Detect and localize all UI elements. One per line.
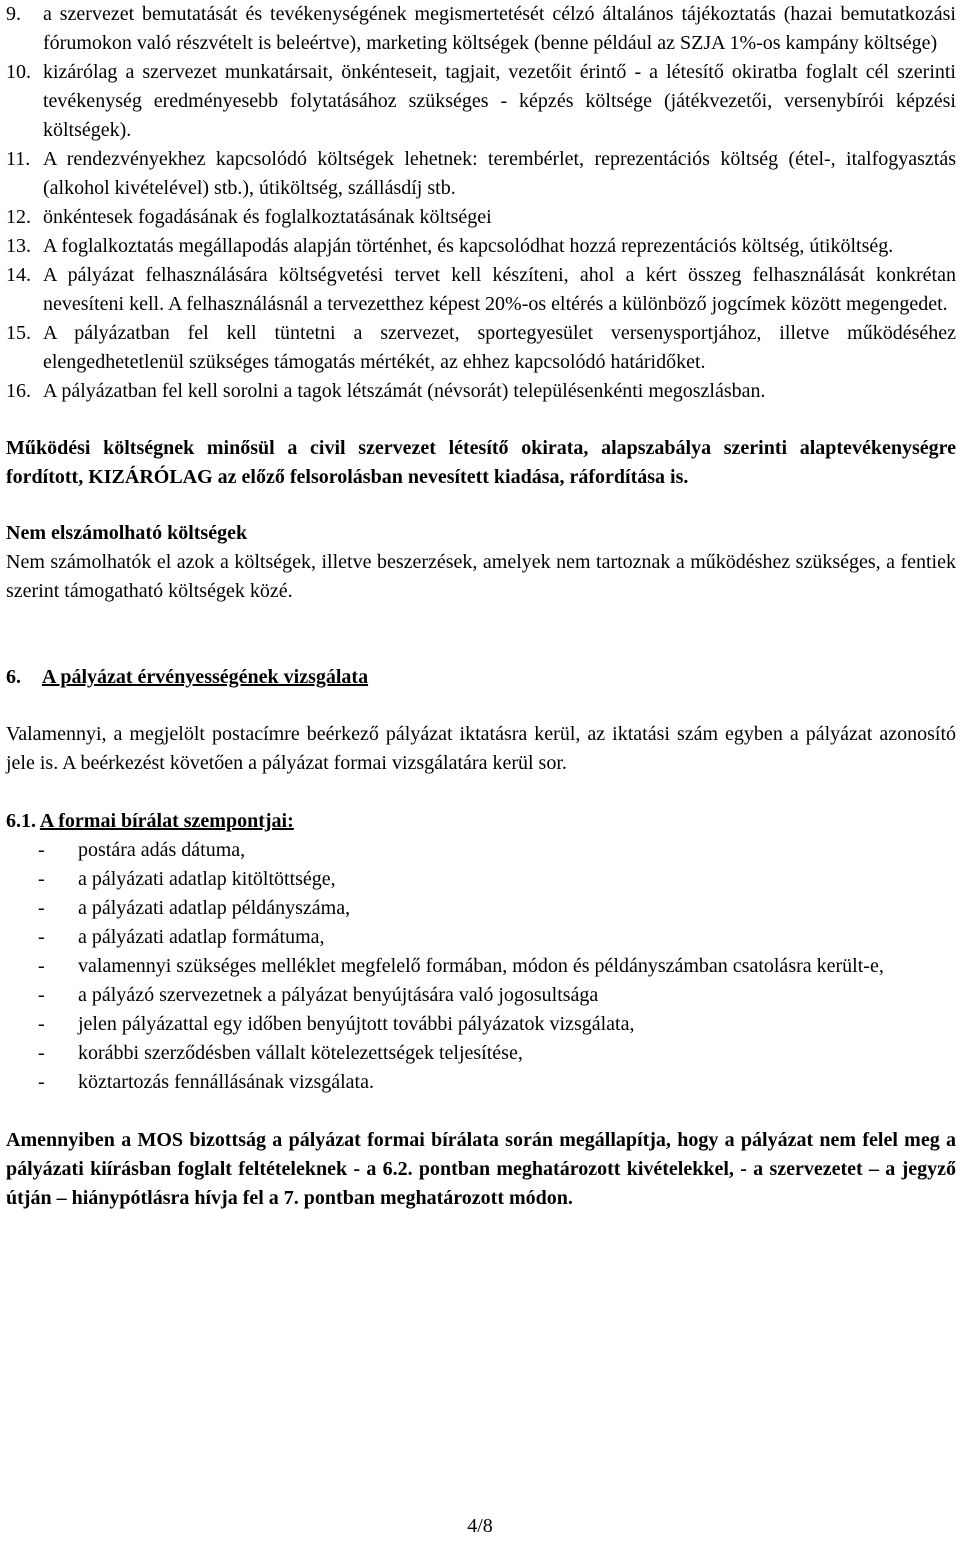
list-item: [6, 145, 956, 203]
page-number: 4/8: [467, 1515, 493, 1537]
list-item-text: A rendezvényekhez kapcsolódó költségek lehetnek: terembérlet, reprezentációs költség (étel-, italfogyasztás (alkohol kivételével) stb.), útiköltség, szállásdíj stb.: [43, 148, 956, 199]
list-item: [6, 319, 956, 377]
list-item-text: a pályázó szervezetnek a pályázat benyújtására való jogosultsága: [78, 984, 599, 1006]
nonaccountable-text: Nem számolhatók el azok a költségek, illetve beszerzések, amelyek nem tartoznak a működéshez szükséges, a fentiek szerint támogatható költségek közé.: [6, 551, 956, 602]
list-item-number: 12.: [6, 206, 31, 228]
list-item-text: A pályázatban fel kell sorolni a tagok létszámát (névsorát) településenkénti megoszlásban.: [43, 380, 766, 402]
list-item: [6, 232, 956, 261]
list-item-number: 15.: [6, 322, 31, 344]
list-item-text: önkéntesek fogadásának és foglalkoztatásának költségei: [43, 206, 492, 228]
dash-bullet: -: [38, 1042, 45, 1064]
section-6-1-title: A formai bírálat szempontjai:: [39, 810, 294, 832]
list-item: [6, 1010, 956, 1039]
list-item-text: a szervezet bemutatását és tevékenységének megismertetését célzó általános tájékoztatás (hazai bemutatkozási fórumokon való részvételt is beleértve), marketing költségek (benne például az SZJA 1%-os kampány költsége): [43, 3, 956, 54]
dash-bullet: -: [38, 1013, 45, 1035]
list-item: [6, 923, 956, 952]
nonaccountable-heading: Nem elszámolható költségek: [6, 522, 248, 544]
list-item: [6, 1068, 956, 1097]
list-item-number: 14.: [6, 264, 31, 286]
list-item-text: A pályázatban fel kell tüntetni a szervezet, sportegyesület versenysportjához, illetve működéséhez elengedhetetlenül szükséges támogatás mértékét, az ehhez kapcsolódó határidőket.: [43, 322, 956, 373]
dash-bullet: -: [38, 955, 45, 977]
list-item-number: 13.: [6, 235, 31, 257]
list-item-text: A pályázat felhasználására költségvetési tervet kell készíteni, ahol a kért összeg felhasználását konkrétan nevesíteni kell. A felhasználásnál a tervezetthez képest 20%-os eltérés a különböző jogcímek között megengedet.: [43, 264, 956, 315]
list-item: [6, 836, 956, 865]
list-item: [6, 377, 956, 406]
list-item-text: jelen pályázattal egy időben benyújtott további pályázatok vizsgálata,: [78, 1013, 635, 1035]
operating-cost-paragraph: Működési költségnek minősül a civil szervezet létesítő okirata, alapszabálya szerinti alaptevékenységre fordított, KIZÁRÓLAG az előző felsorolásban nevesített kiadása, ráfordítása is.: [6, 437, 956, 488]
dash-bullet: -: [38, 839, 45, 861]
list-item: [6, 981, 956, 1010]
list-item-number: 9.: [6, 3, 21, 25]
list-item: [6, 952, 956, 981]
formal-criteria-list: [6, 836, 956, 1097]
list-item-text: a pályázati adatlap formátuma,: [78, 926, 325, 948]
dash-bullet: -: [38, 897, 45, 919]
section-6-title: A pályázat érvényességének vizsgálata: [42, 666, 369, 688]
list-item: [6, 58, 956, 145]
list-item: [6, 0, 956, 58]
section-6-number: 6.: [6, 666, 21, 688]
list-item-text: postára adás dátuma,: [78, 839, 246, 861]
cost-list: [6, 0, 956, 406]
section-6-1-number: 6.1.: [6, 810, 36, 832]
list-item-text: A foglalkoztatás megállapodás alapján történhet, és kapcsolódhat hozzá reprezentációs költség, útiköltség.: [43, 235, 894, 257]
dash-bullet: -: [38, 926, 45, 948]
list-item-text: kizárólag a szervezet munkatársait, önkénteseit, tagjait, vezetőit érintő - a létesítő okiratba foglalt cél szerinti tevékenység eredményesebb folytatásához szükséges - képzés költsége (játékvezetői, versenybírói képzési költségek).: [43, 61, 956, 141]
dash-bullet: -: [38, 868, 45, 890]
list-item-text: valamennyi szükséges melléklet megfelelő formában, módon és példányszámban csatolásra került-e,: [78, 955, 884, 977]
dash-bullet: -: [38, 1071, 45, 1093]
document-page: [6, 0, 956, 1213]
list-item-text: a pályázati adatlap példányszáma,: [78, 897, 351, 919]
list-item: [6, 894, 956, 923]
list-item-number: 16.: [6, 380, 31, 402]
section-6-1-heading: [6, 807, 956, 836]
section-6-text: Valamennyi, a megjelölt postacímre beérkező pályázat iktatásra kerül, az iktatási szám egyben a pályázat azonosító jele is. A beérkezést követően a pályázat formai vizsgálatára kerül sor.: [6, 723, 956, 774]
list-item-number: 10.: [6, 61, 31, 83]
list-item-text: köztartozás fennállásának vizsgálata.: [78, 1071, 374, 1093]
list-item: [6, 1039, 956, 1068]
list-item-text: a pályázati adatlap kitöltöttsége,: [78, 868, 336, 890]
list-item: [6, 261, 956, 319]
list-item-text: korábbi szerződésben vállalt kötelezettségek teljesítése,: [78, 1042, 523, 1064]
dash-bullet: -: [38, 984, 45, 1006]
list-item-number: 11.: [6, 148, 31, 170]
list-item: [6, 865, 956, 894]
section-6-heading: [6, 663, 956, 692]
list-item: [6, 203, 956, 232]
closing-paragraph: Amennyiben a MOS bizottság a pályázat formai bírálata során megállapítja, hogy a pályázat nem felel meg a pályázati kiírásban foglalt feltételeknek - a 6.2. pontban meghatározott kivételekkel, - a szervezetet – a jegyző útján – hiánypótlásra hívja fel a 7. pontban meghatározott módon.: [6, 1129, 956, 1209]
